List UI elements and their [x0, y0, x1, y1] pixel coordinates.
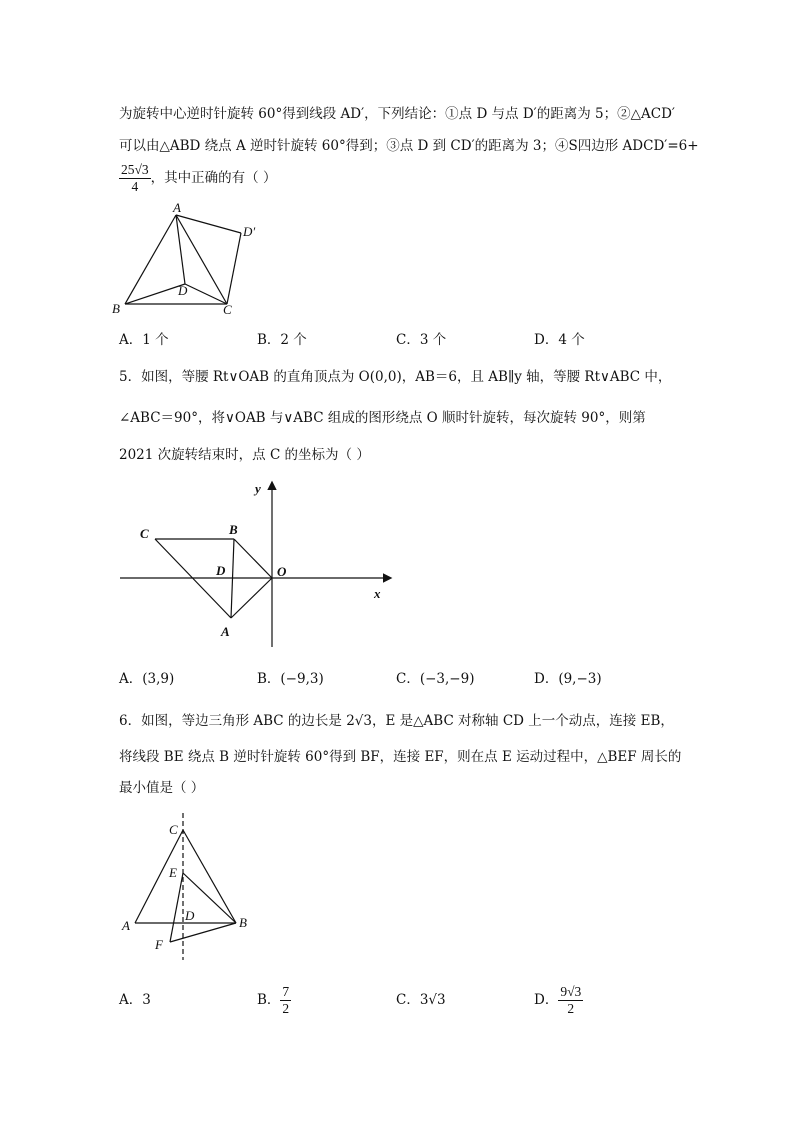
q6-option-d-den: 2: [567, 1001, 575, 1016]
q6-text-line2: 将线段 BE 绕点 B 逆时针旋转 60°得到 BF，连接 EF，则在点 E 运动过程中，△BEF 周长的: [119, 749, 682, 765]
q4-fraction-den: 4: [131, 179, 139, 194]
q5-option-b: B．(−9,3): [257, 671, 324, 687]
q4-text-tail: ，其中正确的有（ ）: [150, 170, 277, 186]
q6-option-a: A．3: [119, 992, 151, 1008]
q6-option-d-fraction: [558, 984, 583, 1017]
q6-option-b-prefix: B．: [257, 992, 281, 1008]
q5-label-x: x: [374, 586, 381, 601]
q5-option-c: C．(−3,−9): [396, 671, 475, 687]
q6-figure: [115, 810, 265, 970]
q4-option-b: B．2 个: [257, 332, 307, 348]
q4-fraction-num: 25√3: [121, 162, 149, 177]
q5-text-line2: ∠ABC＝90°，将∨OAB 与∨ABC 组成的图形绕点 O 顺时针旋转，每次旋转 90°，则第: [119, 410, 646, 426]
q4-option-c: C．3 个: [396, 332, 447, 348]
q6-label-F: F: [155, 937, 163, 952]
q6-option-c-value: 3√3: [419, 992, 446, 1008]
q5-label-D: D: [216, 563, 226, 578]
q6-text-line1: 6．如图，等边三角形 ABC 的边长是 2√3，E 是△ABC 对称轴 CD 上一个动点，连接 EB，: [119, 713, 674, 729]
q4-figure: [110, 200, 280, 320]
q4-text-line1: 为旋转中心逆时针旋转 60°得到线段 AD′，下列结论：①点 D 与点 D′的距离为 5；②△ACD′: [119, 106, 675, 122]
q5-label-O: O: [277, 564, 287, 579]
q5-label-y: y: [255, 481, 261, 496]
q6-label-D: D: [185, 908, 195, 923]
q5-label-A: A: [221, 624, 230, 639]
q4-option-d: D．4 个: [534, 332, 585, 348]
q5-text-line1: 5．如图，等腰 Rt∨OAB 的直角顶点为 O(0,0)，AB＝6，且 AB∥y 轴，等腰 Rt∨ABC 中，: [119, 369, 672, 385]
q6-option-c: [396, 990, 446, 1010]
q4-label-D: D: [178, 283, 188, 298]
q5-label-B: B: [229, 522, 238, 537]
q5-label-C: C: [140, 526, 149, 541]
q5-option-a: A．(3,9): [119, 671, 175, 687]
q6-option-b: [257, 980, 291, 1020]
q6-label-E: E: [169, 865, 177, 880]
q5-option-d: D．(9,−3): [534, 671, 602, 687]
q4-text-line3: [119, 160, 276, 196]
q6-option-b-fraction: [280, 984, 291, 1017]
q4-option-a: A．1 个: [119, 332, 169, 348]
q6-text-line3: 最小值是（ ）: [119, 780, 205, 796]
q6-option-d-num: 9√3: [560, 984, 582, 999]
q4-label-A: A: [173, 200, 181, 215]
q4-label-C: C: [223, 302, 232, 317]
q4-label-B: B: [112, 301, 120, 316]
q6-label-A: A: [122, 918, 130, 933]
q6-option-b-den: 2: [282, 1001, 290, 1016]
q6-option-c-prefix: C．: [396, 992, 420, 1008]
q6-option-d-prefix: D．: [534, 992, 559, 1008]
q4-fraction: [119, 162, 151, 195]
q5-figure: [110, 475, 400, 655]
q6-label-B: B: [239, 915, 247, 930]
q6-option-d: [534, 980, 583, 1020]
q5-text-line3: 2021 次旋转结束时，点 C 的坐标为（ ）: [119, 447, 370, 463]
q4-text-line2: 可以由△ABD 绕点 A 逆时针旋转 60°得到；③点 D 到 CD′的距离为 3；④S四边形 ADCD′=6+: [119, 138, 699, 154]
q6-option-b-num: 7: [282, 984, 290, 999]
q6-label-C: C: [169, 822, 178, 837]
q4-label-Dp: D′: [243, 224, 256, 239]
